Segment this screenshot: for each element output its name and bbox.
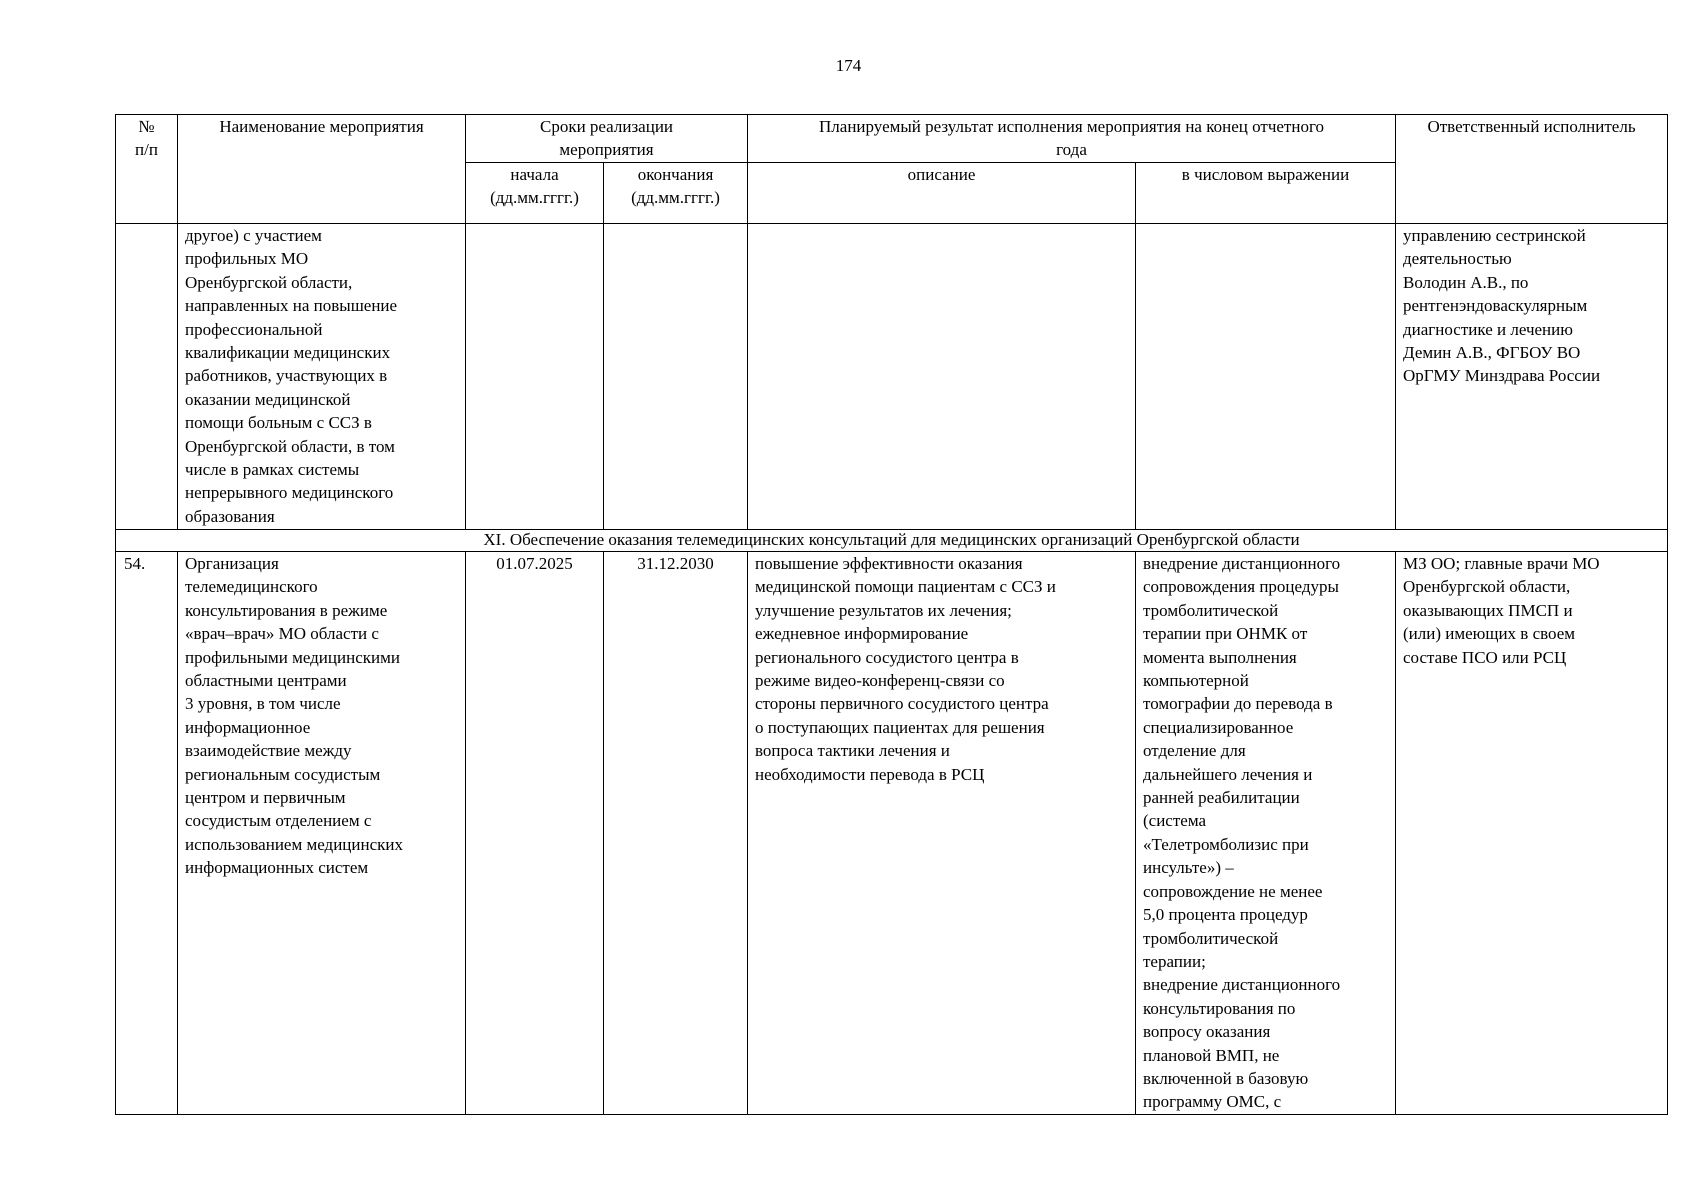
header-row [116,115,1668,163]
header-num: № п/п [116,115,178,224]
cell-start: 01.07.2025 [466,552,604,1115]
cell-end [604,224,748,530]
header-responsible: Ответственный исполнитель [1396,115,1668,224]
header-end: окончания (дд.мм.гггг.) [604,163,748,224]
table-row [116,552,1668,1115]
header-name: Наименование мероприятия [178,115,466,224]
header-start: начала (дд.мм.гггг.) [466,163,604,224]
cell-name: другое) с участием профильных МО Оренбургской области, направленных на повышение профессиональной квалификации медицинских работников, участвующих в оказании медицинской помощи больным с ССЗ в Оренбургской области, в том числе в рамках системы непрерывного медицинского образования [178,224,466,530]
header-description: описание [748,163,1136,224]
cell-description [748,224,1136,530]
cell-name: Организация телемедицинского консультирования в режиме «врач–врач» МО области с профильными медицинскими областными центрами 3 уровня, в том числе информационное взаимодействие между региональным сосудистым центром и первичным сосудистым отделением с использованием медицинских информационных систем [178,552,466,1115]
cell-num [116,224,178,530]
measures-table [115,114,1668,1115]
cell-description: повышение эффективности оказания медицинской помощи пациентам с ССЗ и улучшение результатов их лечения; ежедневное информирование регионального сосудистого центра в режиме видео-конференц-связи со стороны первичного сосудистого центра о поступающих пациентах для решения вопроса тактики лечения и необходимости перевода в РСЦ [748,552,1136,1115]
cell-numeric: внедрение дистанционного сопровождения процедуры тромболитической терапии при ОНМК от момента выполнения компьютерной томографии до перевода в специализированное отделение для дальнейшего лечения и ранней реабилитации (система «Телетромболизис при инсульте») – сопровождение не менее 5,0 процента процедур тромболитической терапии; внедрение дистанционного консультирования по вопросу оказания плановой ВМП, не включенной в базовую программу ОМС, с [1136,552,1396,1115]
page-number: 174 [835,56,862,75]
header-period: Сроки реализации мероприятия [466,115,748,163]
cell-start [466,224,604,530]
cell-end: 31.12.2030 [604,552,748,1115]
cell-num: 54. [116,552,178,1115]
section-title: XI. Обеспечение оказания телемедицинских консультаций для медицинских организаций Оренбургской области [116,530,1668,552]
section-row [116,530,1668,552]
table-row [116,224,1668,530]
header-numeric: в числовом выражении [1136,163,1396,224]
cell-responsible: управлению сестринской деятельностью Володин А.В., по рентгенэндоваскулярным диагностике и лечению Демин А.В., ФГБОУ ВО ОрГМУ Минздрава России [1396,224,1668,530]
header-result: Планируемый результат исполнения мероприятия на конец отчетного года [748,115,1396,163]
cell-responsible: МЗ ОО; главные врачи МО Оренбургской области, оказывающих ПМСП и (или) имеющих в своем составе ПСО или РСЦ [1396,552,1668,1115]
cell-numeric [1136,224,1396,530]
